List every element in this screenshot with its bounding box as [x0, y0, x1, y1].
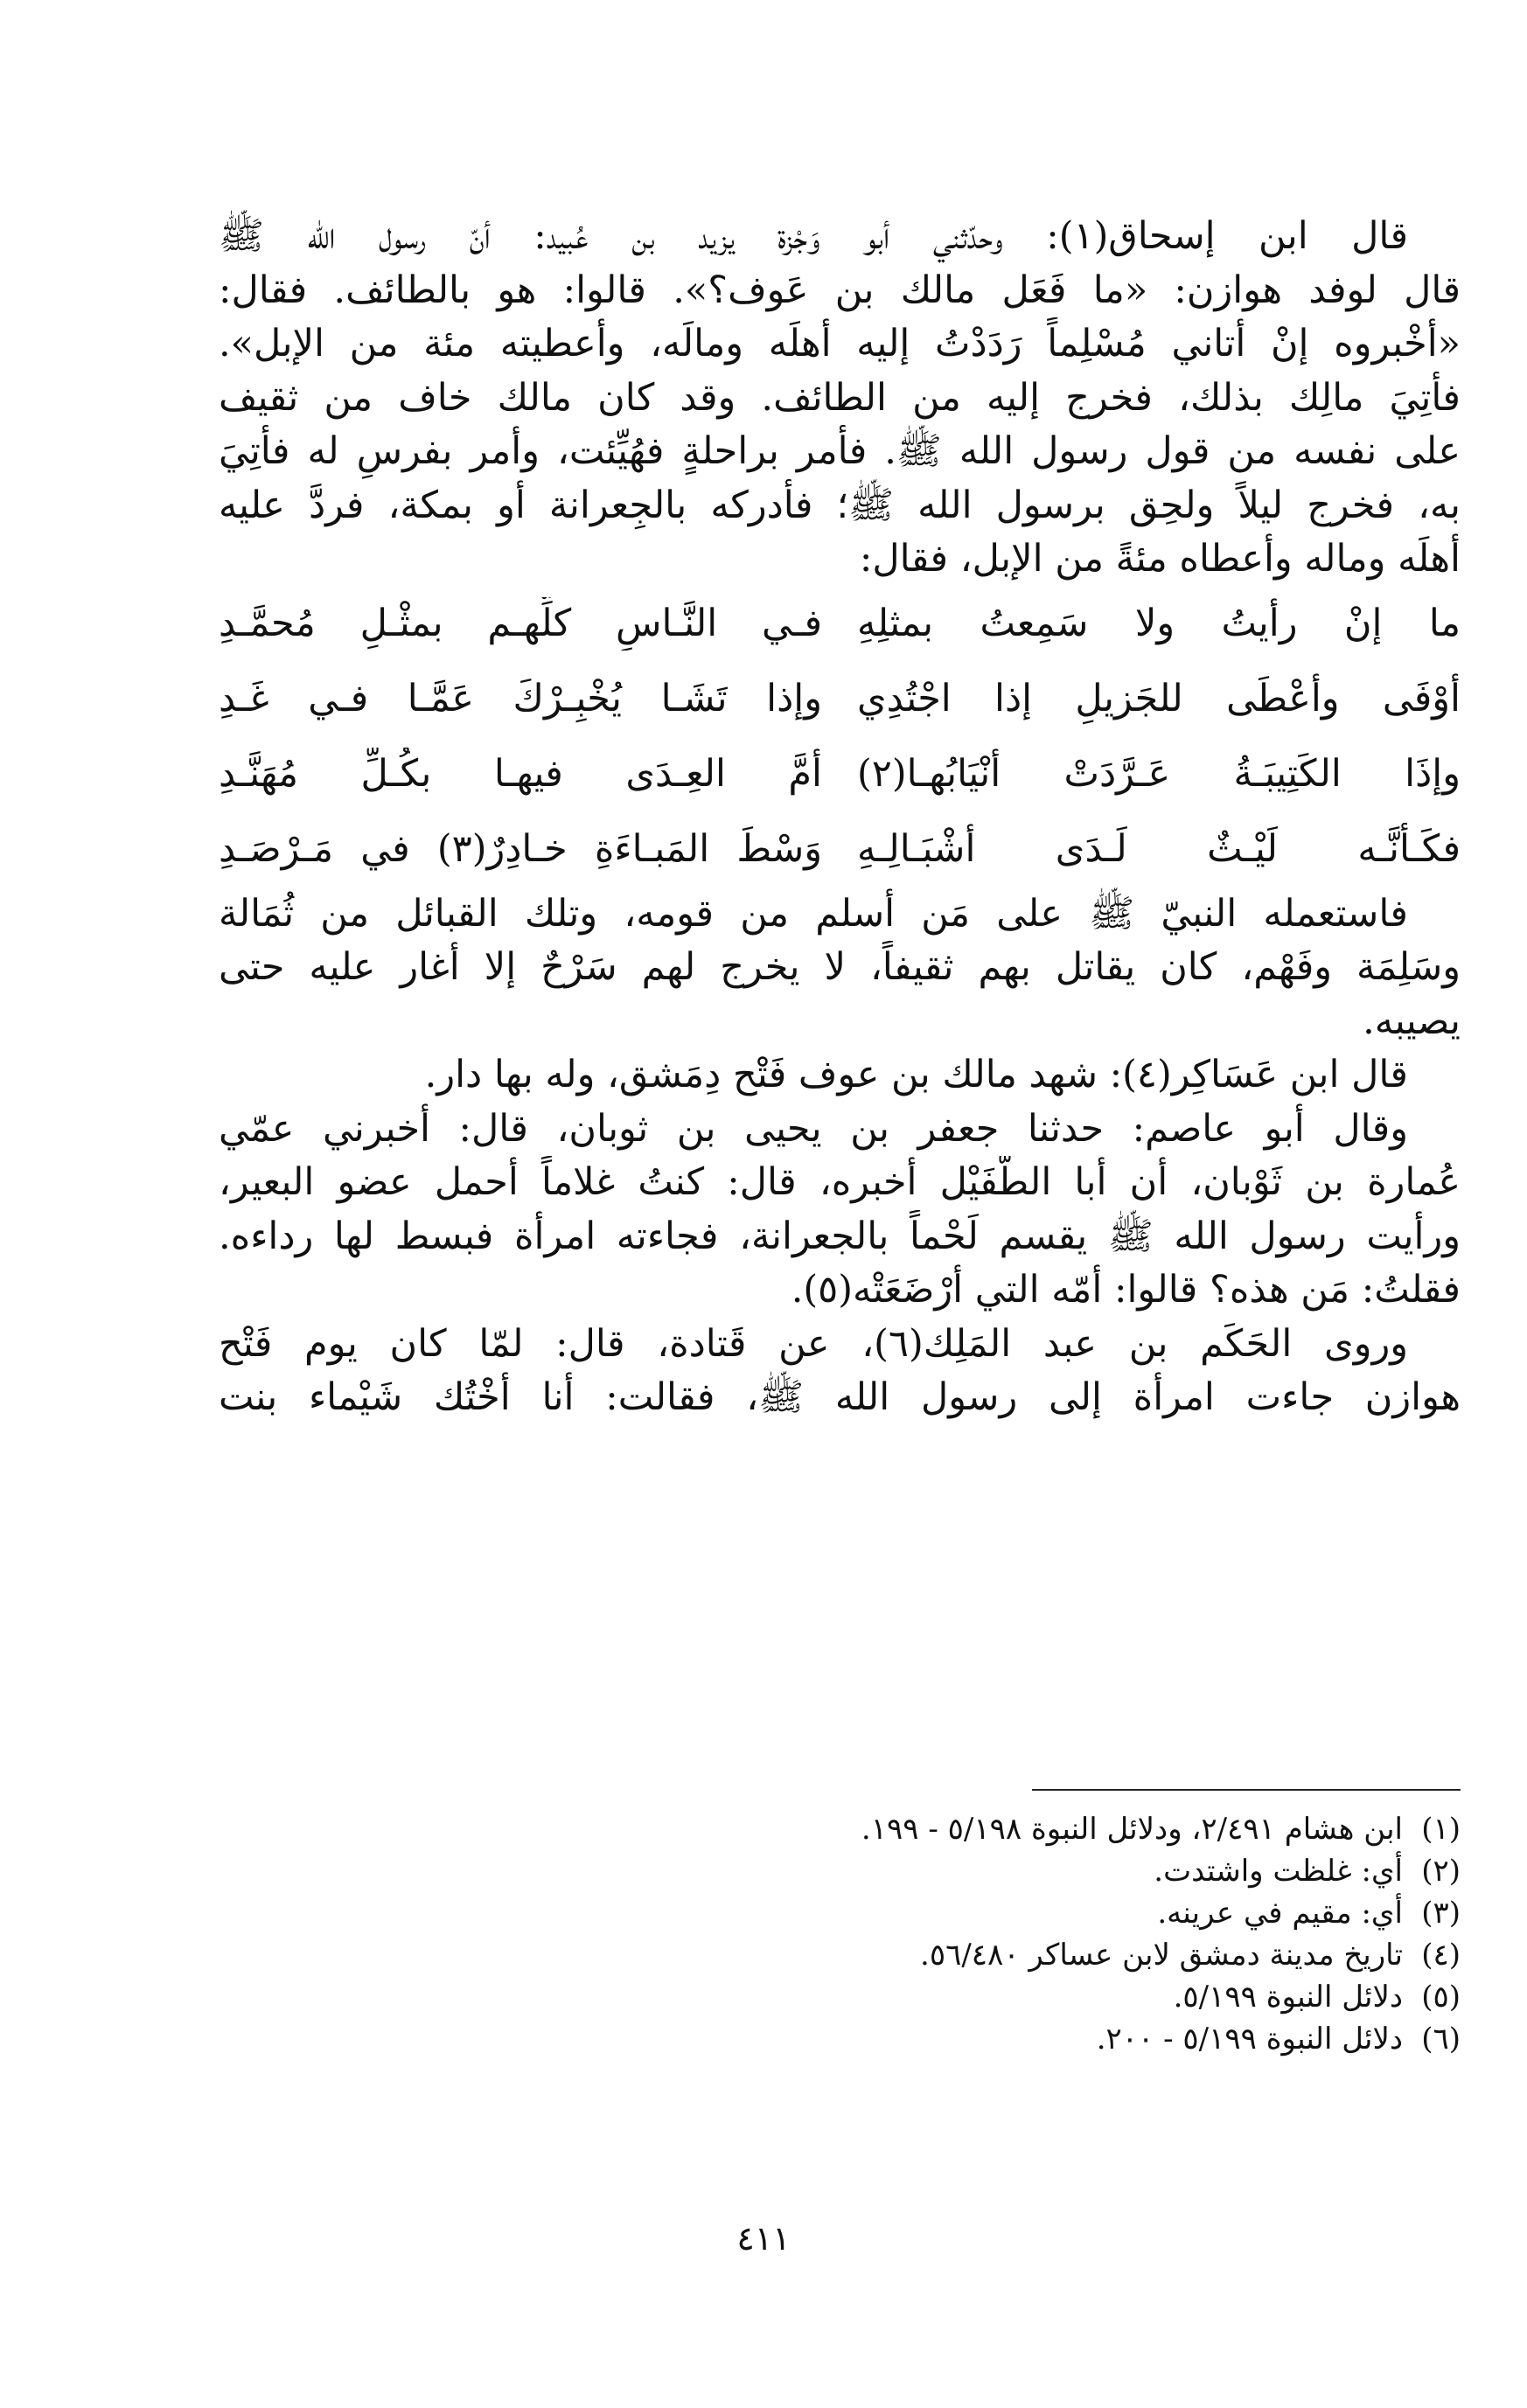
poem-verse	[219, 587, 1461, 662]
footnote-separator	[1032, 1789, 1461, 1791]
footnote-text: ابن هشام ٢/٤٩١، ودلائل النبوة ٥/١٩٨ - ١٩٩.	[861, 1812, 1403, 1847]
footnote	[700, 1850, 1461, 1892]
footnote	[700, 1892, 1461, 1934]
text-line: فأُتِيَ مالِك بذلك، فخرج إليه من الطائف. وقد كان مالك خاف من ثقيف	[219, 375, 1461, 420]
text-line: قال لوفد هوازن: «ما فَعَل مالك بن عَوف؟». قالوا: هو بالطائف. فقال:	[219, 268, 1461, 312]
paragraph-block-2	[219, 887, 1461, 1425]
footnote-text: أي: مقيم في عرينه.	[1157, 1896, 1403, 1931]
footnote	[700, 1808, 1461, 1850]
footnote-number: (٦)	[1421, 2022, 1461, 2057]
footnote-text: دلائل النبوة ٥/١٩٩.	[1173, 1980, 1403, 2015]
footnote-number: (٤)	[1421, 1938, 1461, 1973]
verse-first-hemistich: أوْفَى وأعْطَى للجَزيلِ إذا اجْتُدِي	[857, 676, 1461, 720]
footnote-number: (١)	[1421, 1812, 1461, 1847]
footnotes	[700, 1808, 1461, 2060]
text-line: عُمارة بن ثَوْبان، أن أبا الطُّفَيْل أخبره، قال: كنتُ غلاماً أحمل عضو البعير،	[219, 1160, 1461, 1204]
text-line: وقال أبو عاصم: حدثنا جعفر بن يحيى بن ثوبان، قال: أخبرني عمّي	[219, 1106, 1408, 1151]
verse-first-hemistich: وإذَا الكَتِيبَـةُ عَـرَّدَتْ أنْيَابُهـا(٢)	[857, 751, 1461, 796]
text-line: وروى الحَكَم بن عبد المَلِك(٦)، عن قَتادة، قال: لمّا كان يوم فَتْح	[219, 1321, 1408, 1366]
text-line: أهلَه وماله وأعطاه مئةً من الإبل، فقال:	[859, 537, 1461, 581]
footnote-number: (٥)	[1421, 1980, 1461, 2015]
text-line: هوازن جاءت امرأة إلى رسول الله ﷺ، فقالت: أنا أخْتُك شَيْماء بنت	[219, 1375, 1461, 1419]
text-line: قال ابن عَسَاكِر(٤): شهد مالك بن عوف فَتْح دِمَشق، وله بها دار.	[424, 1053, 1408, 1096]
text-line: قال ابن إسحاق(١): وحدّثني أبو وَجْزة يزيد بن عُبيد: أنّ رسول الله ﷺ	[219, 214, 1409, 258]
footnote-text: أي: غلظت واشتدت.	[1154, 1854, 1403, 1889]
poem-verse	[219, 812, 1461, 887]
poem	[219, 587, 1461, 887]
verse-first-hemistich: ما إنْ رأيتُ ولا سَمِعتُ بمثلِهِ	[857, 601, 1461, 645]
footnote	[700, 2018, 1461, 2060]
verse-second-hemistich: وإذا تَشَـا يُخْبِـرْكَ عَمَّـا فـي غَـدِ	[219, 676, 822, 720]
verse-second-hemistich: أمَّ العِـدَى فيهـا بكُـلِّ مُهَنَّـدِ	[219, 751, 822, 796]
main-text	[219, 210, 1461, 1425]
text-line: على نفسه من قول رسول الله ﷺ. فأمر براحلةٍ فهُيِّئت، وأمر بفرسٍ له فأُتِيَ	[219, 429, 1461, 473]
text-line: فقلتُ: مَن هذه؟ قالوا: أمّه التي أرْضَعَتْه(٥).	[791, 1268, 1461, 1312]
poem-verse	[219, 662, 1461, 737]
text-line: يصيبه.	[1363, 999, 1461, 1043]
poem-verse	[219, 737, 1461, 812]
text-line: «أخْبروه إنْ أتاني مُسْلِماً رَدَدْتُ إليه أهلَه ومالَه، وأعطيته مئة من الإبل».	[219, 322, 1461, 365]
text-line: ورأيت رسول الله ﷺ يقسم لَحْماً بالجعرانة، فجاءته امرأة فبسط لها رداءه.	[219, 1214, 1461, 1258]
text-line: فاستعمله النبيّ ﷺ على مَن أسلم من قومه، وتلك القبائل من ثُمَالة	[219, 891, 1408, 936]
footnote-number: (٣)	[1421, 1896, 1461, 1931]
verse-second-hemistich: وَسْطَ المَبـاءَةِ خـادِرٌ(٣) في مَـرْصَـدِ	[219, 826, 822, 871]
footnote-text: تاريخ مدينة دمشق لابن عساكر ٥٦/٤٨٠.	[920, 1938, 1403, 1973]
verse-second-hemistich: فـي النَّـاسِ كلِّهـم بمثْـلِ مُحمَّـدِ	[219, 601, 822, 645]
paragraph-block-1	[219, 210, 1461, 587]
footnote-text: دلائل النبوة ٥/١٩٩ - ٢٠٠.	[1096, 2022, 1403, 2057]
footnote	[700, 1934, 1461, 1976]
text-line: وسَلِمَة وفَهْم، كان يقاتل بهم ثقيفاً، لا يخرج لهم سَرْحٌ إلا أغار عليه حتى	[219, 945, 1461, 989]
verse-first-hemistich: فكَـأنَّـه لَيْـثٌ لَـدَى أشْبَـالِـهِ	[857, 826, 1461, 871]
text-line: به، فخرج ليلاً ولحِق برسول الله ﷺ؛ فأدركه بالجِعرانة أو بمكة، فردَّ عليه	[219, 483, 1461, 527]
page-number: ٤١١	[736, 2219, 791, 2258]
footnote	[700, 1976, 1461, 2018]
footnote-number: (٢)	[1421, 1854, 1461, 1889]
